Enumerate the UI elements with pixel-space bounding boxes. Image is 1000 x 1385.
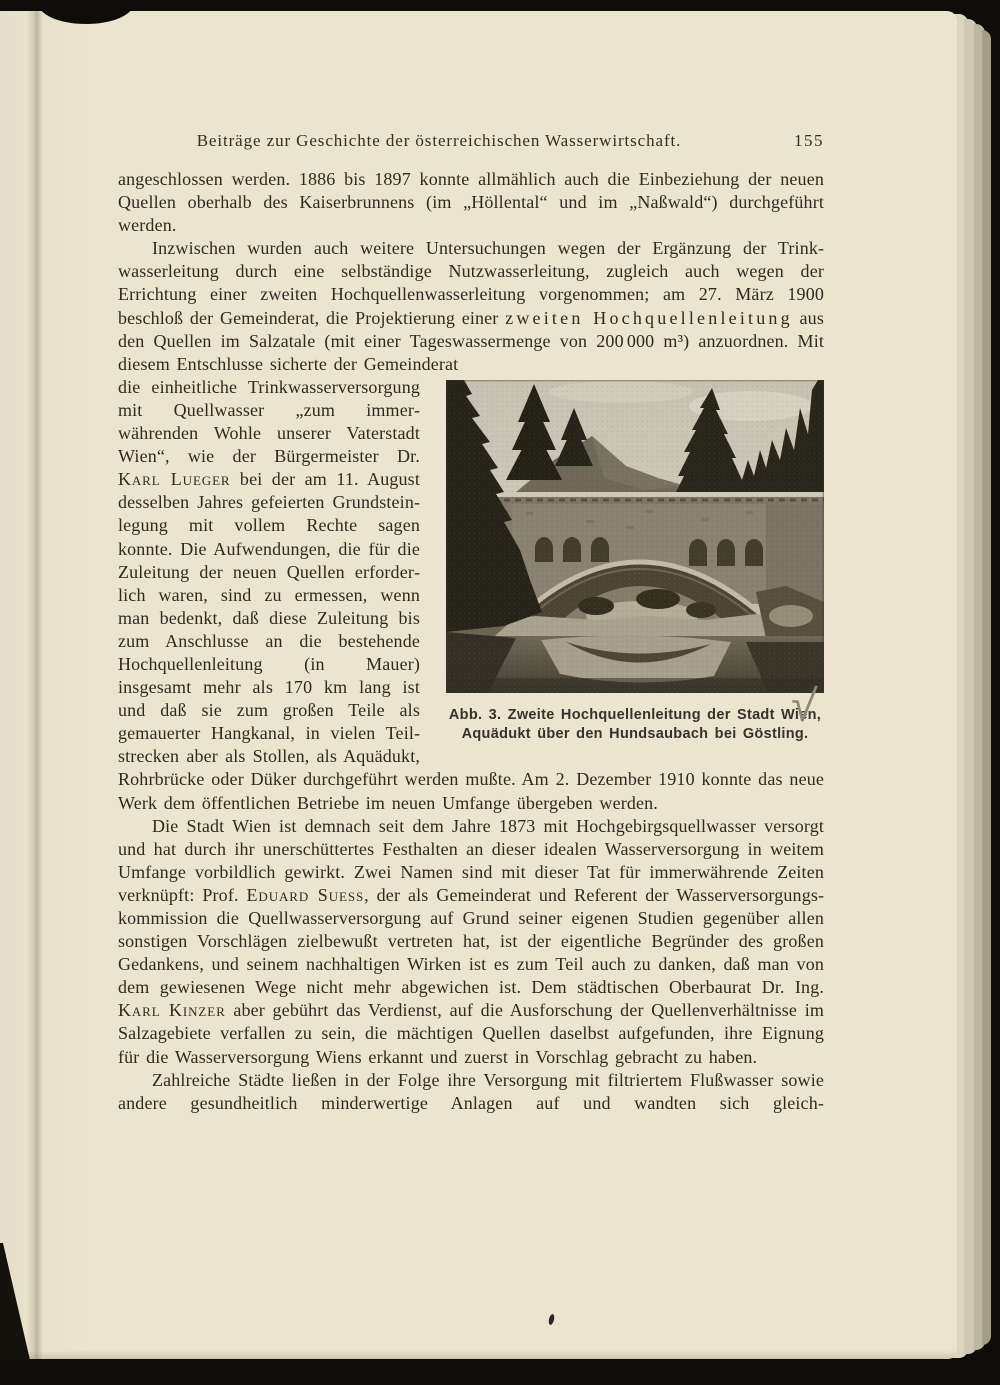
text-segment: die einheitliche Trinkwasserversorgung mit Quellwasser „zum immerwährenden Wohle unserer Vaterstadt Wien“, wie der Bürgermeister Dr. [118,376,420,467]
paragraph-2 [118,237,824,376]
text-segment: Eduard Suess [246,884,365,905]
text-segment: , der als Gemeinderat und Referent der Wasserversorgungskommission die Quellwasserversorgung auf Grund seiner eigenen Studien gegenüber allen sonstigen Vorschlägen zielbewußt vertreten hat, ist der eigentliche Begründer des großen Gedankens, und seinem nachhaltigen Wirken ist es zum Teil auch zu danken, daß man von dem gewiesenen Wege nicht mehr abgewichen ist. Dem städtischen Oberbaurat Dr. Ing. [118,884,824,998]
gutter-crease [27,11,43,1359]
text-segment: Die Stadt Wien ist demnach seit dem Jahre 1873 mit Hochgebirgsquellwasser versorgt und hat durch ihr unerschüttertes Festhalten an dieser idealen Wasserversorgung in weitem Umfange vorbildlich gewirkt. Zwei Namen sind mit dieser Tat für immerwährende Zeiten verknüpft: Prof. [118,815,824,905]
text-segment: Karl Lueger [118,469,231,490]
paper-bottom-edge [0,1350,957,1359]
text-segment: aber gebührt das Verdienst, auf die Ausforschung der Quellenverhältnisse im Salzagebiete verfallen zu sein, die mächtigen Quellen daselbst aufgefunden, ihre Eignung für die Wasserversorgung Wiens erkannt und zuerst in Vorschlag gebracht zu haben. [118,1000,825,1067]
paragraph-4: Zahlreiche Städte ließen in der Folge ihre Versorgung mit filtriertem Flußwasser sowie andere gesundheitlich minderwertige Anlagen auf und wandten sich gleich- [118,1069,824,1113]
photo-grain [446,380,824,693]
page-stack-edge [982,30,991,1345]
text-block [118,131,824,1115]
text-segment: bei der am 11. August desselben Jahres gefeierten Grundsteinlegung mit vollem Rechte sagen konnte. Die Aufwendungen, die für die Zuleitung der neuen Quellen erforderlich waren, sind zu ermessen, wenn man bedenkt, daß diese Zuleitung bis zum Anschlusse an die bestehende Hochquellenleitung (in Mauer) insgesamt mehr als 170 km lang ist und daß sie zum großen Teile als gemauerter Hangkanal, in vielen Teilstrecken aber als Stollen, als Aquädukt, Rohrbrücke oder Düker durchgeführt werden mußte. Am 2. Dezember 1910 konnte das neue Werk dem öffentlichen Betriebe im neuen Umfange übergeben werden. [118,469,824,813]
text-segment: aus den Quellen im Salzatale (mit einer Tageswassermenge von 200 000 m³) anzuordnen. Mit diesem Entschlusse sicherte der Gemeinderat [118,307,824,374]
running-header [118,131,824,151]
page-number: 155 [794,131,824,150]
text-segment: Inzwischen wurden auch weitere Untersuchungen wegen der Ergänzung der Trinkwasserleitung durch eine selbständige Nutzwasserleitung, zugleich auch wegen der Errichtung einer zweiten Hochquellenwasserleitung vorgenommen; am 27. März 1900 beschloß der Gemeinderat, die Projektierung einer [118,238,824,328]
paragraph-2-start [118,238,824,373]
paragraph-3 [118,815,824,1069]
body-text [118,168,824,1115]
paragraph-1: angeschlossen werden. 1886 bis 1897 konnte allmählich auch die Einbeziehung der neuen Quellen oberhalb des Kaiserbrunnens (im „Höllental“ und im „Naßwald“) durchgeführt werden. [118,169,824,236]
figure-caption-line1: Abb. 3. Zweite Hochquellenleitung der Stadt Wien, [448,706,822,723]
text-segment: zweiten Hochquellenleitung [505,307,793,328]
figure-caption [446,706,824,744]
aqueduct-bridge-photo [446,380,824,693]
handwritten-checkmark: √ [788,677,819,733]
header-title: Beiträge zur Geschichte der österreichischen Wasserwirtschaft. [196,131,682,150]
figure-abb-3 [446,380,824,744]
figure-caption-line2: Aquädukt über den Hundsaubach bei Göstling. [461,725,809,742]
text-segment: Karl Kinzer [118,1000,226,1021]
